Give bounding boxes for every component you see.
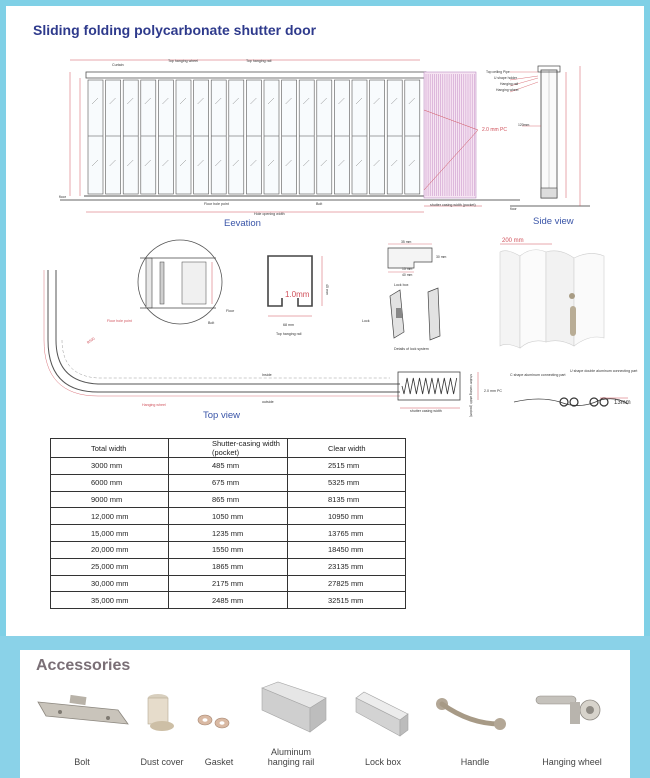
- gasket-icon: [198, 715, 229, 728]
- label-hanging-rail: Hanging rail: [500, 82, 519, 86]
- elevation-panel: [264, 80, 279, 194]
- elevation-panel: [123, 80, 138, 194]
- side-view-drawing: [486, 66, 590, 211]
- label-hanging-wheel-top: Hanging wheel: [142, 403, 166, 407]
- elevation-panel: [106, 80, 121, 194]
- accessory-label-handle: Handle: [460, 757, 490, 767]
- cell-total: 35,000 mm: [51, 592, 169, 609]
- elevation-drawing: [59, 59, 520, 216]
- elevation-panel: [405, 80, 420, 194]
- elevation-panel: [176, 80, 191, 194]
- table-header-row: [51, 439, 406, 458]
- cell-total: 15,000 mm: [51, 525, 169, 542]
- elevation-panel: [317, 80, 332, 194]
- pocket-folded-panels: [402, 378, 457, 394]
- table-row: [51, 474, 406, 491]
- table-row: [51, 458, 406, 475]
- label-casing-pocket: shutter casing width (pocket): [469, 374, 473, 418]
- label-dim-200: 200 mm: [502, 238, 524, 244]
- label-c-shape: C shape aluminum connecting part: [510, 373, 566, 377]
- label-floor-hole-2: Floor hole point: [107, 319, 132, 323]
- table-row: [51, 558, 406, 575]
- accessory-label-gasket: Gasket: [204, 757, 234, 767]
- label-dim-35: 35 mm: [401, 240, 412, 244]
- accessories-title: Accessories: [36, 657, 131, 674]
- elevation-panel: [194, 80, 209, 194]
- cell-casing: 865 mm: [169, 491, 288, 508]
- accessory-label-bolt: Bolt: [74, 757, 90, 767]
- table-row: [51, 575, 406, 592]
- cell-casing: 485 mm: [169, 458, 288, 475]
- elevation-panel: [370, 80, 385, 194]
- cell-total: 30,000 mm: [51, 575, 169, 592]
- table-row: [51, 541, 406, 558]
- cell-total: 20,000 mm: [51, 541, 169, 558]
- label-bolt: Bolt: [316, 202, 323, 206]
- cell-total: 25,000 mm: [51, 558, 169, 575]
- label-top-hanging-rail: Top hanging rail: [246, 59, 272, 63]
- label-curtain: Curtain: [112, 63, 124, 67]
- cell-casing: 2175 mm: [169, 575, 288, 592]
- caption-top-view: Top view: [203, 410, 240, 421]
- label-hole-width: Hole opening width: [254, 212, 285, 216]
- header-total-width: Total width: [51, 439, 169, 458]
- table-row: [51, 592, 406, 609]
- cell-clear: 10950 mm: [288, 508, 406, 525]
- label-top-hanging-rail-2: Top hanging rail: [276, 332, 302, 336]
- elevation-panel: [88, 80, 103, 194]
- cell-casing: 1050 mm: [169, 508, 288, 525]
- cell-clear: 5325 mm: [288, 474, 406, 491]
- dust-cover-icon: [148, 694, 174, 731]
- cell-casing: 1865 mm: [169, 558, 288, 575]
- label-floor-hole: Floor hole point: [204, 202, 229, 206]
- caption-elevation: Eevation: [224, 218, 261, 229]
- table-row: [51, 525, 406, 542]
- accessory-label-hanging-wheel: Hanging wheel: [542, 757, 602, 767]
- label-pc-2: 2.0 mm PC: [484, 389, 502, 393]
- label-radius: R500: [86, 336, 96, 345]
- label-dim-40: 40 mm: [402, 273, 413, 277]
- cell-total: 3000 mm: [51, 458, 169, 475]
- cell-casing: 1550 mm: [169, 541, 288, 558]
- elevation-panel: [141, 80, 156, 194]
- elevation-panel: [246, 80, 261, 194]
- lock-detail-drawing: [362, 240, 447, 351]
- cell-casing: 2485 mm: [169, 592, 288, 609]
- cell-casing: 675 mm: [169, 474, 288, 491]
- label-top-hanging-wheel: Top hanging wheel: [168, 59, 198, 63]
- elevation-panel: [158, 80, 173, 194]
- shutter-render: [500, 238, 604, 348]
- elevation-panel: [211, 80, 226, 194]
- rail-icon: [262, 682, 326, 732]
- cell-clear: 23135 mm: [288, 558, 406, 575]
- elevation-panel: [282, 80, 297, 194]
- connector-detail-drawing: [484, 369, 637, 406]
- cell-clear: 13765 mm: [288, 525, 406, 542]
- lock-box-icon: [356, 692, 408, 736]
- cell-clear: 2515 mm: [288, 458, 406, 475]
- cell-casing: 1235 mm: [169, 525, 288, 542]
- bolt-icon: [38, 695, 128, 724]
- accessory-label-rail-line1: Aluminum: [270, 747, 311, 757]
- top-view-drawing: [44, 270, 478, 417]
- label-dim-13: 13mm: [614, 400, 631, 406]
- cell-total: 9000 mm: [51, 491, 169, 508]
- label-u-shape-holder: U shape holder: [494, 76, 517, 80]
- header-clear-width: Clear width: [288, 439, 406, 458]
- cell-clear: 27825 mm: [288, 575, 406, 592]
- label-rail-width: 68 mm: [283, 323, 294, 327]
- elevation-panel: [352, 80, 367, 194]
- label-inside: Inside: [262, 373, 272, 377]
- label-120mm: 120mm: [518, 123, 530, 127]
- label-u-shape: U shape double aluminum connecting part: [570, 369, 638, 373]
- rail-profile-drawing: [268, 256, 329, 336]
- accessory-label-dust-cover: Dust cover: [140, 757, 184, 767]
- cell-clear: 8135 mm: [288, 491, 406, 508]
- label-lock-system: Details of lock system: [394, 347, 429, 351]
- label-casing-top: shutter casing width: [410, 409, 442, 413]
- cell-total: 6000 mm: [51, 474, 169, 491]
- accessories-icons: [0, 680, 650, 750]
- hanging-wheel-icon: [536, 696, 600, 724]
- elevation-panel: [334, 80, 349, 194]
- label-lock-box: Lock box: [394, 283, 409, 287]
- label-hanging-wheel: Hanging wheel: [496, 88, 519, 92]
- elevation-panel: [229, 80, 244, 194]
- cell-total: 12,000 mm: [51, 508, 169, 525]
- accessory-label-rail: [256, 747, 326, 767]
- label-floor: floor: [59, 195, 66, 199]
- caption-side-view: Side view: [533, 216, 574, 227]
- label-top-ceiling-pipe: Top ceiling Pipe: [486, 70, 510, 74]
- header-casing-width: Shutter-casing width (pocket): [169, 439, 288, 458]
- label-dim-30: 30 mm: [436, 255, 447, 259]
- label-side-floor: floor: [510, 207, 517, 211]
- table-row: [51, 508, 406, 525]
- cell-clear: 32515 mm: [288, 592, 406, 609]
- label-pc: 2.0 mm PC: [482, 127, 508, 133]
- label-floor-note: Floor: [226, 309, 235, 313]
- table-row: [51, 491, 406, 508]
- label-outside: outside: [262, 400, 274, 404]
- accessory-label-rail-line2: hanging rail: [267, 757, 315, 767]
- label-rail-thickness: 1.0mm: [285, 290, 310, 299]
- label-rail-height: 45 mm: [325, 284, 329, 295]
- spec-table: [50, 438, 406, 609]
- cell-clear: 18450 mm: [288, 541, 406, 558]
- label-casing-width: shutter casing width (pocket): [430, 203, 476, 207]
- accessory-label-lock-box: Lock box: [364, 757, 402, 767]
- label-dim-15: 15 mm: [402, 267, 413, 271]
- handle-icon: [436, 698, 506, 730]
- page-title: Sliding folding polycarbonate shutter door: [33, 22, 317, 38]
- label-lock: Lock: [362, 319, 370, 323]
- bolt-detail-drawing: [107, 240, 235, 325]
- elevation-panel: [299, 80, 314, 194]
- label-bolt-2: Bolt: [208, 321, 215, 325]
- elevation-panel: [387, 80, 402, 194]
